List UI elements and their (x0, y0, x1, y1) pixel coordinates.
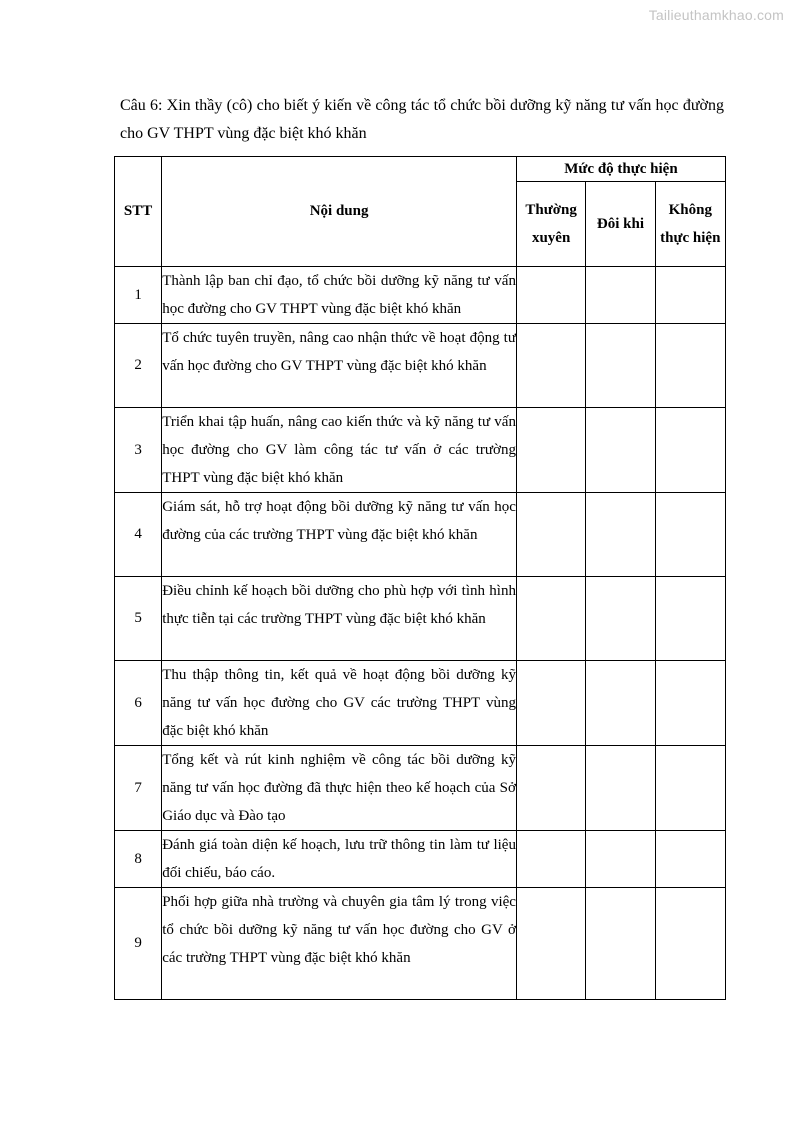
cell-often[interactable] (516, 831, 585, 888)
row-stt: 5 (115, 577, 162, 661)
cell-often[interactable] (516, 888, 585, 1000)
cell-sometimes[interactable] (586, 746, 655, 831)
row-stt: 2 (115, 324, 162, 408)
cell-often[interactable] (516, 493, 585, 577)
header-level-never: Không thực hiện (655, 182, 725, 267)
header-content: Nội dung (162, 157, 517, 267)
cell-sometimes[interactable] (586, 831, 655, 888)
cell-sometimes[interactable] (586, 408, 655, 493)
table-row (115, 577, 726, 661)
table-row (115, 408, 726, 493)
row-content: Đánh giá toàn diện kế hoạch, lưu trữ thông tin làm tư liệu đối chiếu, báo cáo. (162, 831, 517, 888)
cell-often[interactable] (516, 267, 585, 324)
cell-never[interactable] (655, 493, 725, 577)
row-content: Thành lập ban chỉ đạo, tổ chức bồi dưỡng kỹ năng tư vấn học đường cho GV THPT vùng đặc biệt khó khăn (162, 267, 517, 324)
cell-often[interactable] (516, 661, 585, 746)
row-stt: 9 (115, 888, 162, 1000)
row-content: Phối hợp giữa nhà trường và chuyên gia tâm lý trong việc tổ chức bồi dưỡng kỹ năng tư vấn học đường cho GV ở các trường THPT vùng đặc biệt khó khăn (162, 888, 517, 1000)
cell-often[interactable] (516, 408, 585, 493)
row-content: Giám sát, hỗ trợ hoạt động bồi dưỡng kỹ năng tư vấn học đường của các trường THPT vùng đặc biệt khó khăn (162, 493, 517, 577)
cell-sometimes[interactable] (586, 577, 655, 661)
table-row (115, 267, 726, 324)
header-level-group: Mức độ thực hiện (516, 157, 725, 182)
cell-sometimes[interactable] (586, 493, 655, 577)
row-stt: 1 (115, 267, 162, 324)
cell-often[interactable] (516, 577, 585, 661)
cell-never[interactable] (655, 746, 725, 831)
table-row (115, 493, 726, 577)
table-row (115, 746, 726, 831)
header-level-sometimes: Đôi khi (586, 182, 655, 267)
cell-often[interactable] (516, 324, 585, 408)
row-content: Tổ chức tuyên truyền, nâng cao nhận thức về hoạt động tư vấn học đường cho GV THPT vùng đặc biệt khó khăn (162, 324, 517, 408)
row-stt: 7 (115, 746, 162, 831)
cell-sometimes[interactable] (586, 661, 655, 746)
cell-sometimes[interactable] (586, 267, 655, 324)
header-stt: STT (115, 157, 162, 267)
cell-never[interactable] (655, 324, 725, 408)
question-text: Câu 6: Xin thầy (cô) cho biết ý kiến về công tác tổ chức bồi dưỡng kỹ năng tư vấn học đường cho GV THPT vùng đặc biệt khó khăn (120, 97, 724, 142)
table-row (115, 324, 726, 408)
cell-never[interactable] (655, 661, 725, 746)
row-stt: 4 (115, 493, 162, 577)
survey-table (114, 156, 726, 1000)
table-row (115, 661, 726, 746)
row-stt: 6 (115, 661, 162, 746)
header-level-often: Thường xuyên (516, 182, 585, 267)
watermark: Tailieuthamkhao.com (648, 7, 784, 23)
row-stt: 3 (115, 408, 162, 493)
cell-never[interactable] (655, 408, 725, 493)
row-content: Triển khai tập huấn, nâng cao kiến thức và kỹ năng tư vấn học đường cho GV làm công tác tư vấn ở các trường THPT vùng đặc biệt khó khăn (162, 408, 517, 493)
row-stt: 8 (115, 831, 162, 888)
cell-never[interactable] (655, 831, 725, 888)
table-row (115, 888, 726, 1000)
table-row (115, 831, 726, 888)
row-content: Tổng kết và rút kinh nghiệm về công tác bồi dưỡng kỹ năng tư vấn học đường đã thực hiện theo kế hoạch của Sở Giáo dục và Đào tạo (162, 746, 517, 831)
row-content: Điều chỉnh kế hoạch bồi dưỡng cho phù hợp với tình hình thực tiễn tại các trường THPT vùng đặc biệt khó khăn (162, 577, 517, 661)
row-content: Thu thập thông tin, kết quả về hoạt động bồi dưỡng kỹ năng tư vấn học đường cho GV các trường THPT vùng đặc biệt khó khăn (162, 661, 517, 746)
cell-never[interactable] (655, 888, 725, 1000)
cell-sometimes[interactable] (586, 888, 655, 1000)
cell-sometimes[interactable] (586, 324, 655, 408)
cell-never[interactable] (655, 577, 725, 661)
cell-often[interactable] (516, 746, 585, 831)
cell-never[interactable] (655, 267, 725, 324)
